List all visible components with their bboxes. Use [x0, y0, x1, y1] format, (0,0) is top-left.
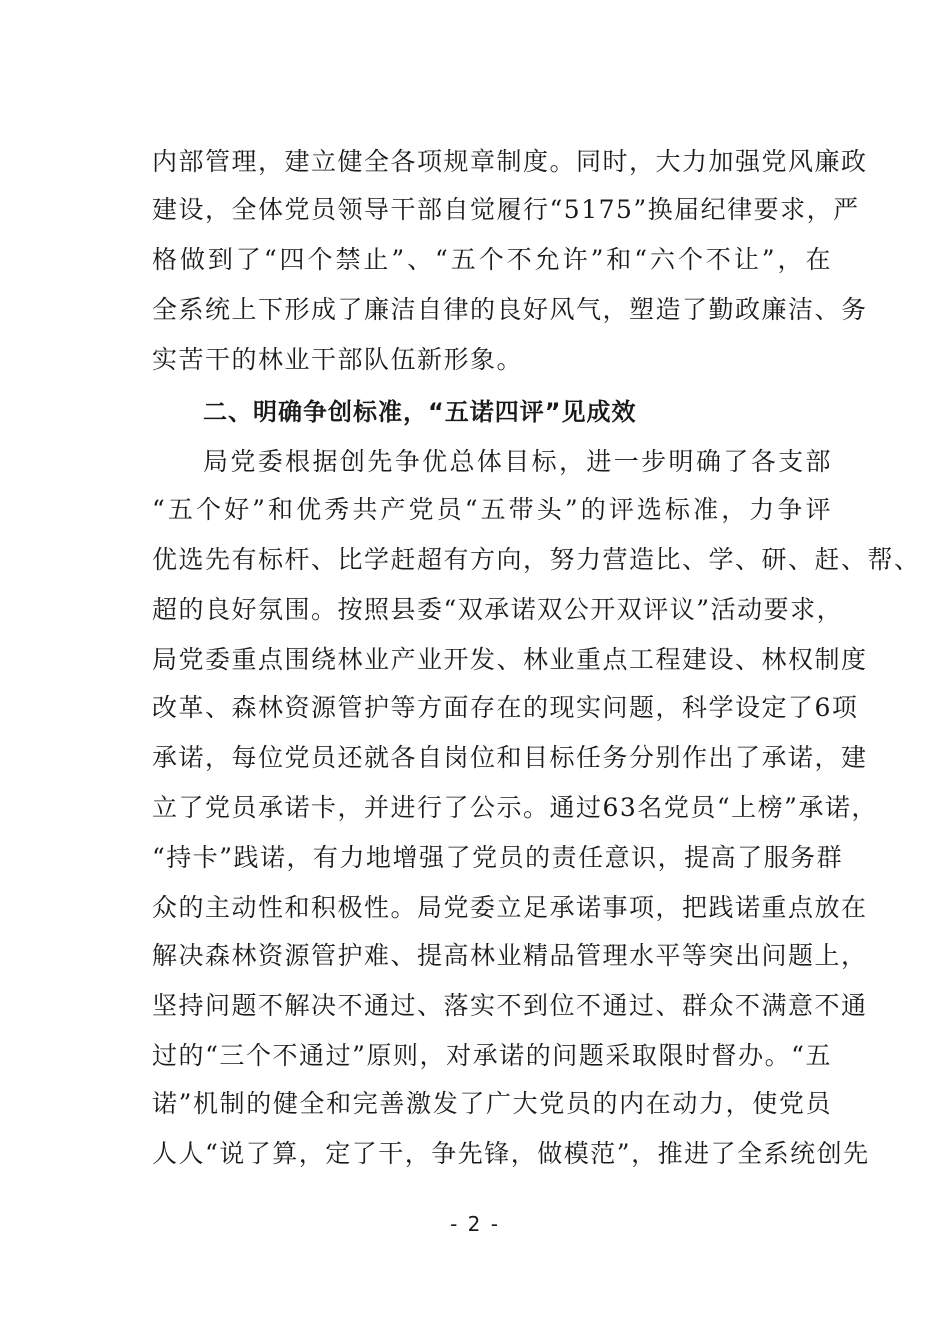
- paragraph-2-line-6: 改革、森林资源管护等方面存在的现实问题，科学设定了6项: [152, 693, 859, 722]
- paragraph-2-line-5: 局党委重点围绕林业产业开发、林业重点工程建设、林权制度: [152, 645, 868, 674]
- paragraph-1-line-3: 格做到了“四个禁止”、“五个不允许”和“六个不让”，在: [152, 245, 832, 274]
- section-heading: 二、明确争创标准，“五诺四评”见成效: [203, 398, 637, 426]
- paragraph-2-line-7: 承诺，每位党员还就各自岗位和目标任务分别作出了承诺，建: [152, 743, 868, 772]
- paragraph-2-line-12: 坚持问题不解决不通过、落实不到位不通过、群众不满意不通: [152, 991, 868, 1020]
- page-number: - 2 -: [450, 1212, 500, 1236]
- paragraph-2-line-14: 诺”机制的健全和完善激发了广大党员的内在动力，使党员: [152, 1089, 832, 1118]
- paragraph-2-line-1: 局党委根据创先争优总体目标，进一步明确了各支部: [203, 447, 832, 476]
- paragraph-2-line-3: 优选先有标杆、比学赶超有方向，努力营造比、学、研、赶、帮、: [152, 545, 921, 574]
- paragraph-2-line-15: 人人“说了算，定了干，争先锋，做模范”，推进了全系统创先: [152, 1139, 870, 1168]
- paragraph-1-line-4: 全系统上下形成了廉洁自律的良好风气，塑造了勤政廉洁、务: [152, 295, 868, 324]
- paragraph-2-line-10: 众的主动性和积极性。局党委立足承诺事项，把践诺重点放在: [152, 893, 868, 922]
- paragraph-1-line-2: 建设，全体党员领导干部自觉履行“5175”换届纪律要求，严: [152, 195, 860, 224]
- paragraph-2-line-4: 超的良好氛围。按照县委“双承诺双公开双评议”活动要求，: [152, 595, 844, 624]
- paragraph-2-line-11: 解决森林资源管护难、提高林业精品管理水平等突出问题上，: [152, 941, 868, 970]
- paragraph-2-line-2: “五个好”和优秀共产党员“五带头”的评选标准，力争评: [152, 495, 832, 524]
- paragraph-2-line-8: 立了党员承诺卡，并进行了公示。通过63名党员“上榜”承诺，: [152, 793, 878, 822]
- paragraph-2-line-13: 过的“三个不通过”原则，对承诺的问题采取限时督办。“五: [152, 1041, 832, 1070]
- paragraph-2-line-9: “持卡”践诺，有力地增强了党员的责任意识，提高了服务群: [152, 843, 844, 872]
- paragraph-1-line-1: 内部管理，建立健全各项规章制度。同时，大力加强党风廉政: [152, 147, 868, 176]
- paragraph-1-line-5: 实苦干的林业干部队伍新形象。: [152, 345, 524, 374]
